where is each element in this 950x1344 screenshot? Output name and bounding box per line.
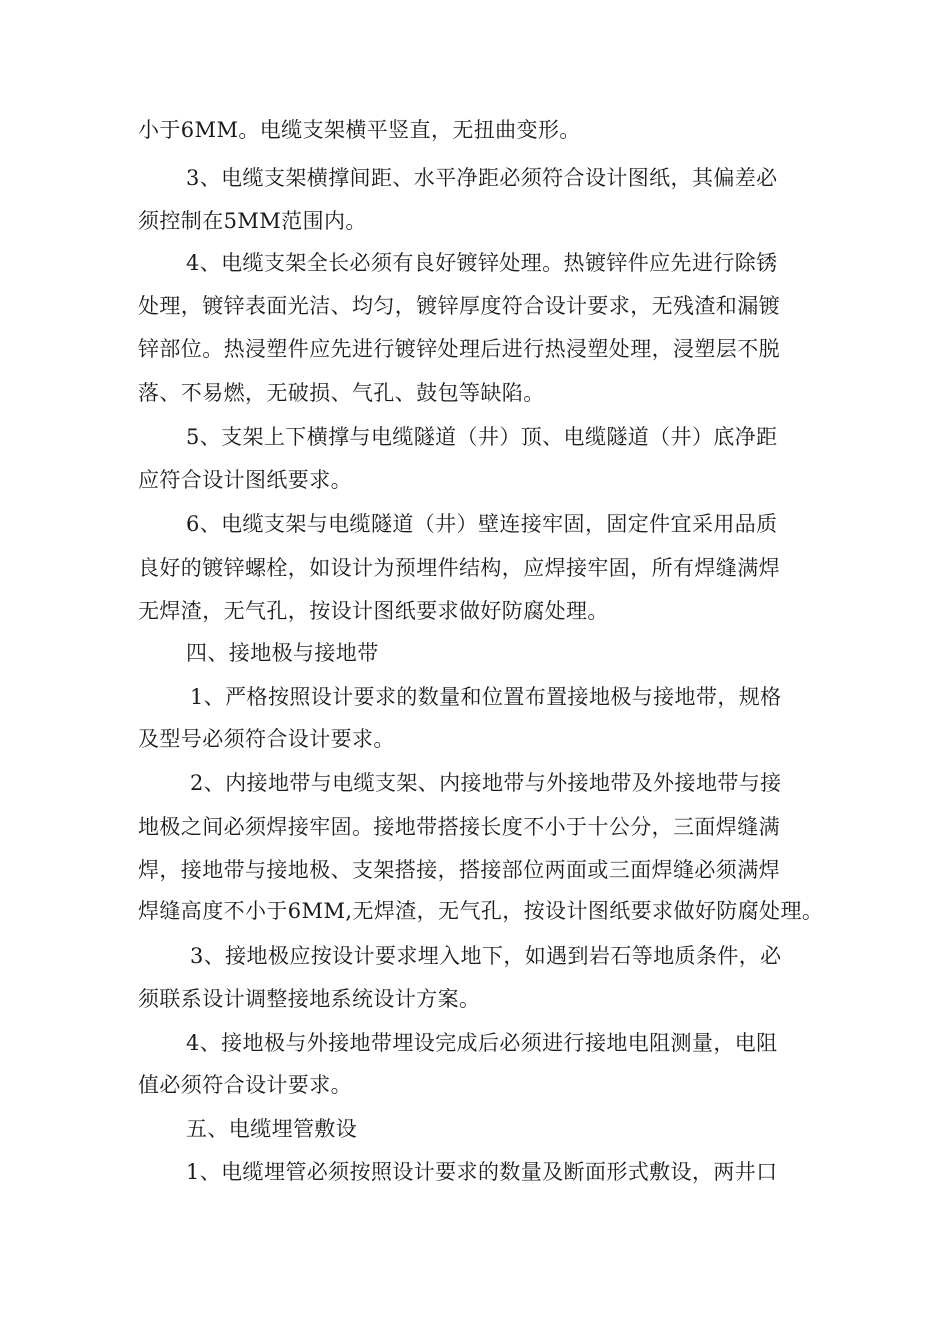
text-line: 无焊渣，无气孔，按设计图纸要求做好防腐处理。 bbox=[138, 599, 609, 623]
text-line: 5、支架上下横撑与电缆隧道（井）顶、电缆隧道（井）底净距 bbox=[186, 425, 778, 449]
text-line: 4、电缆支架全长必须有良好镀锌处理。热镀锌件应先进行除锈 bbox=[186, 251, 778, 275]
text-line: 落、不易燃，无破损、气孔、鼓包等缺陷。 bbox=[138, 381, 545, 405]
text-line: 须控制在5MM范围内。 bbox=[138, 209, 367, 233]
text-line: 处理，镀锌表面光洁、均匀，镀锌厚度符合设计要求，无残渣和漏镀 bbox=[138, 294, 780, 318]
text-line: 小于6MM。电缆支架横平竖直，无扭曲变形。 bbox=[138, 118, 581, 142]
text-line: 2、内接地带与电缆支架、内接地带与外接地带及外接地带与接 bbox=[190, 771, 782, 795]
section-heading: 四、接地极与接地带 bbox=[186, 641, 379, 665]
text-line: 焊，接地带与接地极、支架搭接，搭接部位两面或三面焊缝必须满焊 bbox=[138, 858, 780, 882]
text-line: 1、电缆埋管必须按照设计要求的数量及断面形式敷设，两井口 bbox=[186, 1160, 778, 1184]
text-line: 焊缝高度不小于6MM,无焊渣，无气孔，按设计图纸要求做好防腐处理。 bbox=[138, 899, 824, 923]
text-line: 6、电缆支架与电缆隧道（井）壁连接牢固，固定件宜采用品质 bbox=[186, 512, 778, 536]
text-line: 须联系设计调整接地系统设计方案。 bbox=[138, 987, 481, 1011]
text-line: 1、严格按照设计要求的数量和位置布置接地极与接地带，规格 bbox=[190, 685, 782, 709]
section-heading: 五、电缆埋管敷设 bbox=[186, 1117, 358, 1141]
text-line: 4、接地极与外接地带埋设完成后必须进行接地电阻测量，电阻 bbox=[186, 1031, 778, 1055]
text-line: 良好的镀锌螺栓，如设计为预埋件结构，应焊接牢固，所有焊缝满焊 bbox=[138, 556, 780, 580]
text-line: 应符合设计图纸要求。 bbox=[138, 468, 352, 492]
text-line: 3、接地极应按设计要求埋入地下，如遇到岩石等地质条件，必 bbox=[190, 944, 782, 968]
text-line: 值必须符合设计要求。 bbox=[138, 1073, 352, 1097]
text-line: 及型号必须符合设计要求。 bbox=[138, 727, 395, 751]
text-line: 地极之间必须焊接牢固。接地带搭接长度不小于十公分，三面焊缝满 bbox=[138, 815, 780, 839]
text-line: 锌部位。热浸塑件应先进行镀锌处理后进行热浸塑处理，浸塑层不脱 bbox=[138, 337, 780, 361]
text-line: 3、电缆支架横撑间距、水平净距必须符合设计图纸，其偏差必 bbox=[186, 166, 778, 190]
